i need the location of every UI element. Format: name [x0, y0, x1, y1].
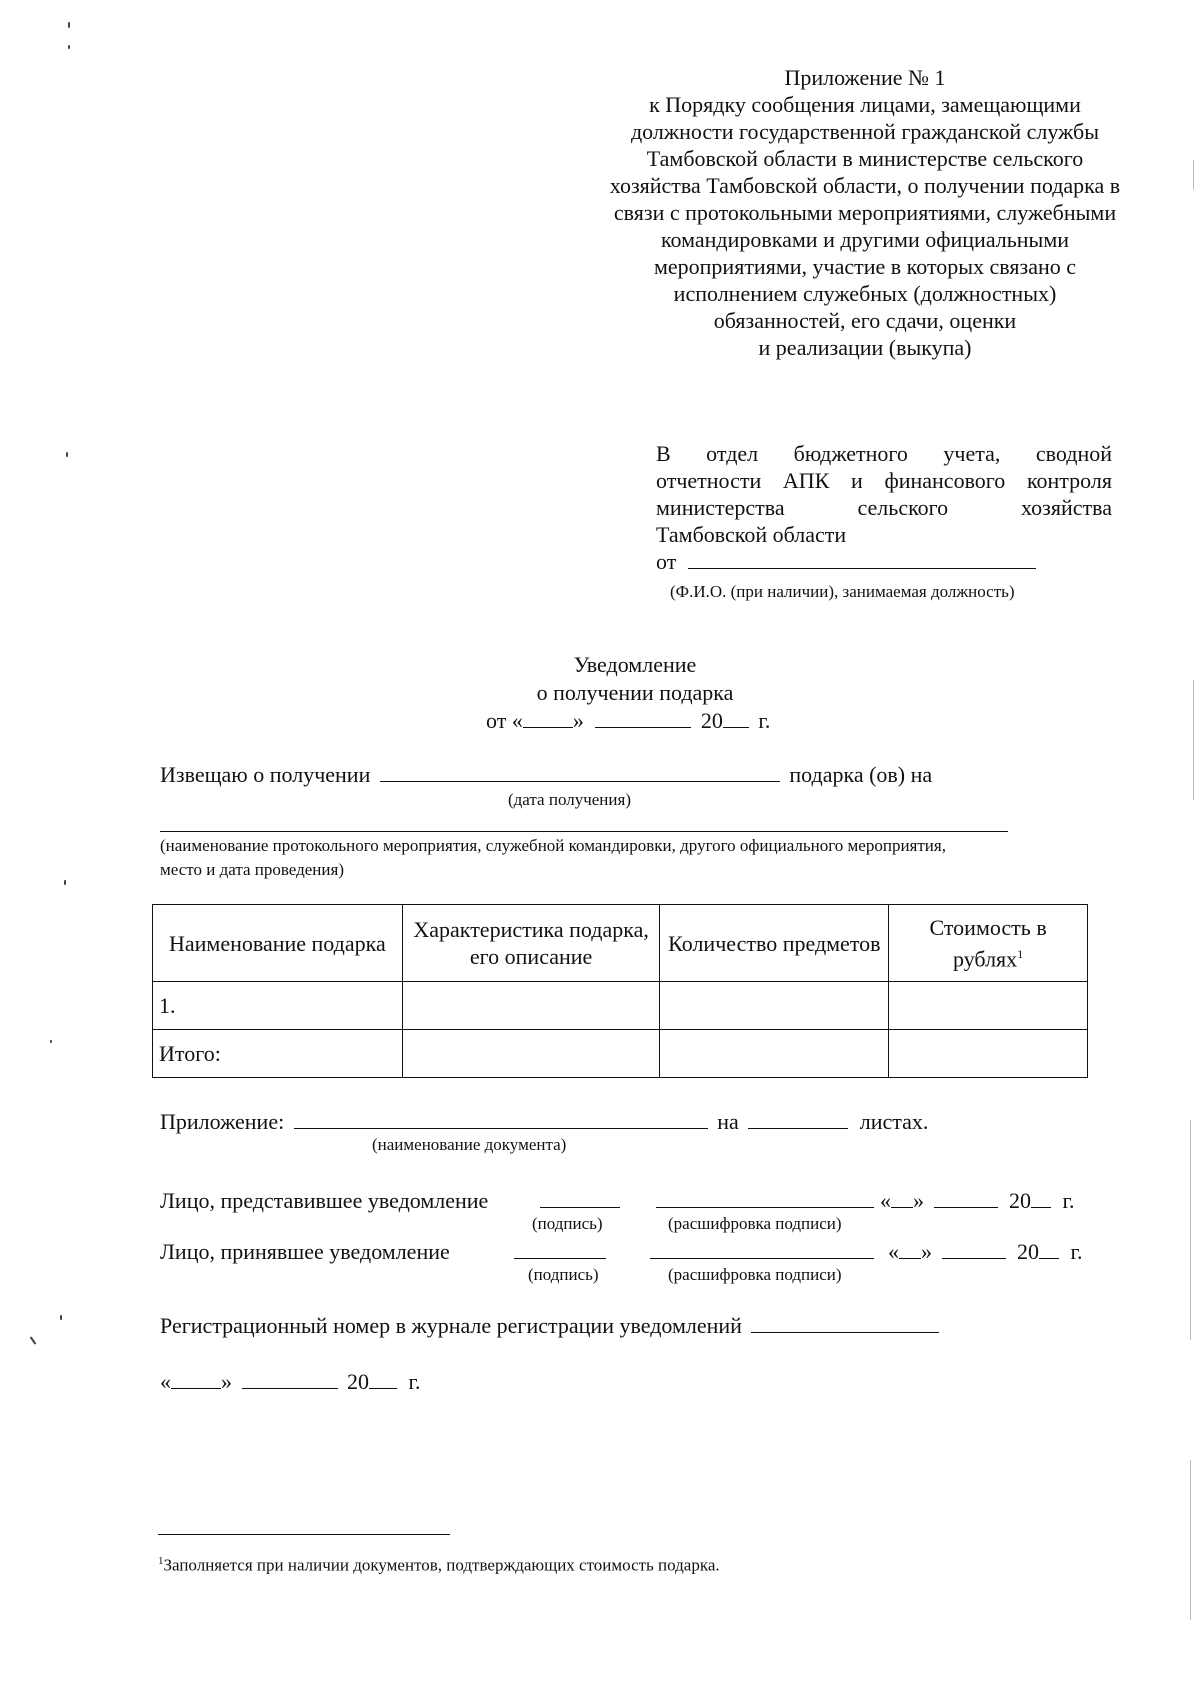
scan-artifact: [1193, 680, 1194, 800]
header-quantity: Количество предметов: [660, 905, 889, 982]
signature-caption: (подпись): [528, 1265, 599, 1284]
year-suffix: г.: [1062, 1188, 1075, 1213]
attachment-on: на: [717, 1109, 739, 1134]
table-cell[interactable]: [660, 1030, 889, 1078]
appendix-line: Приложение № 1: [784, 65, 946, 90]
event-caption-line2: место и дата проведения): [160, 860, 344, 879]
scan-artifact: [1190, 1460, 1191, 1620]
table-cell[interactable]: [660, 982, 889, 1030]
table-cell[interactable]: [402, 1030, 660, 1078]
appendix-line: связи с протокольными мероприятиями, служебными: [613, 200, 1117, 225]
year-label: 20: [1009, 1188, 1031, 1213]
addressee-line: Тамбовской области: [656, 522, 847, 547]
appendix-line: должности государственной гражданской службы: [630, 119, 1099, 144]
submitter-signature-field[interactable]: [540, 1207, 620, 1208]
footnote-mark: 1: [1017, 946, 1024, 961]
header-cost-label: Стоимость в рублях: [929, 914, 1047, 972]
from-label: от: [656, 549, 677, 574]
notice-title: Уведомление: [573, 652, 697, 677]
scan-artifact: [50, 1040, 52, 1043]
scan-artifact: [64, 880, 66, 885]
decoding-caption: (расшифровка подписи): [668, 1214, 842, 1233]
registration-text: Регистрационный номер в журнале регистрации уведомлений: [160, 1313, 742, 1338]
notice-date-prefix: от «: [486, 708, 523, 733]
notice-date: [486, 707, 770, 734]
notice-year-field[interactable]: [723, 707, 749, 728]
addressee-line: министерства сельского хозяйства: [656, 495, 1112, 520]
appendix-line: хозяйства Тамбовской области, о получении подарка в: [609, 173, 1121, 198]
appendix-line: мероприятиями, участие в которых связано с: [653, 254, 1077, 279]
received-by-label: Лицо, принявшее уведомление: [160, 1239, 450, 1264]
report-line: [160, 761, 932, 788]
scan-artifact: [1190, 1120, 1191, 1340]
scan-artifact: [66, 452, 68, 457]
attachment-doc-field[interactable]: [294, 1108, 708, 1129]
event-field[interactable]: [160, 831, 1008, 832]
report-text-before: Извещаю о получении: [160, 762, 371, 787]
scan-artifact: [1193, 160, 1194, 190]
attachment-caption: (наименование документа): [372, 1135, 567, 1154]
quote-close: »: [221, 1369, 232, 1394]
appendix-line: Тамбовской области в министерстве сельского: [646, 146, 1084, 171]
registration-day-field[interactable]: [171, 1368, 221, 1389]
addressee-line: отчетности АПК и финансового контроля: [656, 468, 1112, 493]
appendix-header: [560, 64, 1170, 361]
footnote-text: Заполняется при наличии документов, подтверждающих стоимость подарка.: [163, 1555, 720, 1575]
submitted-by-label: Лицо, представившее уведомление: [160, 1188, 489, 1213]
addressee-block: [656, 440, 1112, 575]
appendix-line: обязанностей, его сдачи, оценки: [713, 308, 1017, 333]
receiver-decoding-field[interactable]: [650, 1258, 874, 1259]
quote-open: «: [888, 1239, 899, 1264]
attachment-line: [160, 1108, 928, 1135]
submitter-decoding-field[interactable]: [656, 1207, 874, 1208]
submitter-month-field[interactable]: [934, 1187, 998, 1208]
submitter-day-field[interactable]: [891, 1187, 913, 1208]
footnote-mark: 1: [158, 1555, 164, 1567]
table-row: [153, 1030, 1088, 1078]
year-label: 20: [1017, 1239, 1039, 1264]
date-caption: (дата получения): [508, 790, 631, 809]
event-caption-line1: (наименование протокольного мероприятия, служебной командировки, другого официального мероприятия,: [160, 836, 946, 855]
scan-artifact: [60, 1315, 62, 1320]
notice-month-field[interactable]: [595, 707, 691, 728]
quote-close: »: [921, 1239, 932, 1264]
footnote: [158, 1550, 720, 1577]
registration-number-field[interactable]: [751, 1312, 939, 1333]
receiver-date: [888, 1238, 1083, 1265]
table-cell[interactable]: 1.: [153, 982, 403, 1030]
notice-date-suffix: г.: [758, 708, 771, 733]
quote-open: «: [880, 1188, 891, 1213]
gift-date-field[interactable]: [380, 761, 780, 782]
header-gift-description: Характеристика подарка, его описание: [402, 905, 660, 982]
addressee-line: В отдел бюджетного учета, сводной: [656, 441, 1112, 466]
appendix-line: к Порядку сообщения лицами, замещающими: [649, 92, 1081, 117]
footnote-divider: [158, 1534, 450, 1535]
registration-line: [160, 1312, 939, 1339]
scan-artifact: [30, 1336, 37, 1345]
year-suffix: г.: [408, 1369, 421, 1394]
header-cost: [889, 905, 1088, 982]
attachment-sheets: листах.: [859, 1109, 929, 1134]
decoding-caption: (расшифровка подписи): [668, 1265, 842, 1284]
submitter-year-field[interactable]: [1031, 1187, 1051, 1208]
attachment-label: Приложение:: [160, 1109, 285, 1134]
signature-caption: (подпись): [532, 1214, 603, 1233]
table-header-row: [153, 905, 1088, 982]
attachment-sheets-field[interactable]: [748, 1108, 848, 1129]
scan-artifact: [68, 45, 70, 49]
from-caption: (Ф.И.О. (при наличии), занимаемая должность): [670, 582, 1015, 601]
registration-year-field[interactable]: [369, 1368, 397, 1389]
header-gift-name: Наименование подарка: [153, 905, 403, 982]
gifts-table: [152, 904, 1088, 1078]
table-cell[interactable]: [402, 982, 660, 1030]
table-cell[interactable]: Итого:: [153, 1030, 403, 1078]
registration-month-field[interactable]: [242, 1368, 338, 1389]
report-text-after: подарка (ов) на: [789, 762, 933, 787]
quote-close: »: [913, 1188, 924, 1213]
table-cell[interactable]: [889, 1030, 1088, 1078]
from-name-field[interactable]: [688, 548, 1036, 569]
receiver-signature-field[interactable]: [514, 1258, 606, 1259]
notice-year: 20: [700, 708, 723, 733]
receiver-month-field[interactable]: [942, 1238, 1006, 1259]
receiver-year-field[interactable]: [1039, 1238, 1059, 1259]
from-line: [656, 548, 1112, 575]
notice-date-mid: »: [572, 708, 584, 733]
scan-artifact: [68, 22, 70, 28]
quote-open: «: [160, 1369, 171, 1394]
appendix-line: командировками и другими официальными: [660, 227, 1070, 252]
table-row: [153, 982, 1088, 1030]
submitter-date: [880, 1187, 1075, 1214]
notice-day-field[interactable]: [523, 707, 573, 728]
registration-date: [160, 1368, 421, 1395]
notice-subtitle: о получении подарка: [536, 680, 734, 705]
receiver-day-field[interactable]: [899, 1238, 921, 1259]
appendix-line: и реализации (выкупа): [758, 335, 972, 360]
appendix-line: исполнением служебных (должностных): [673, 281, 1057, 306]
table-cell[interactable]: [889, 982, 1088, 1030]
year-label: 20: [347, 1369, 369, 1394]
year-suffix: г.: [1070, 1239, 1083, 1264]
